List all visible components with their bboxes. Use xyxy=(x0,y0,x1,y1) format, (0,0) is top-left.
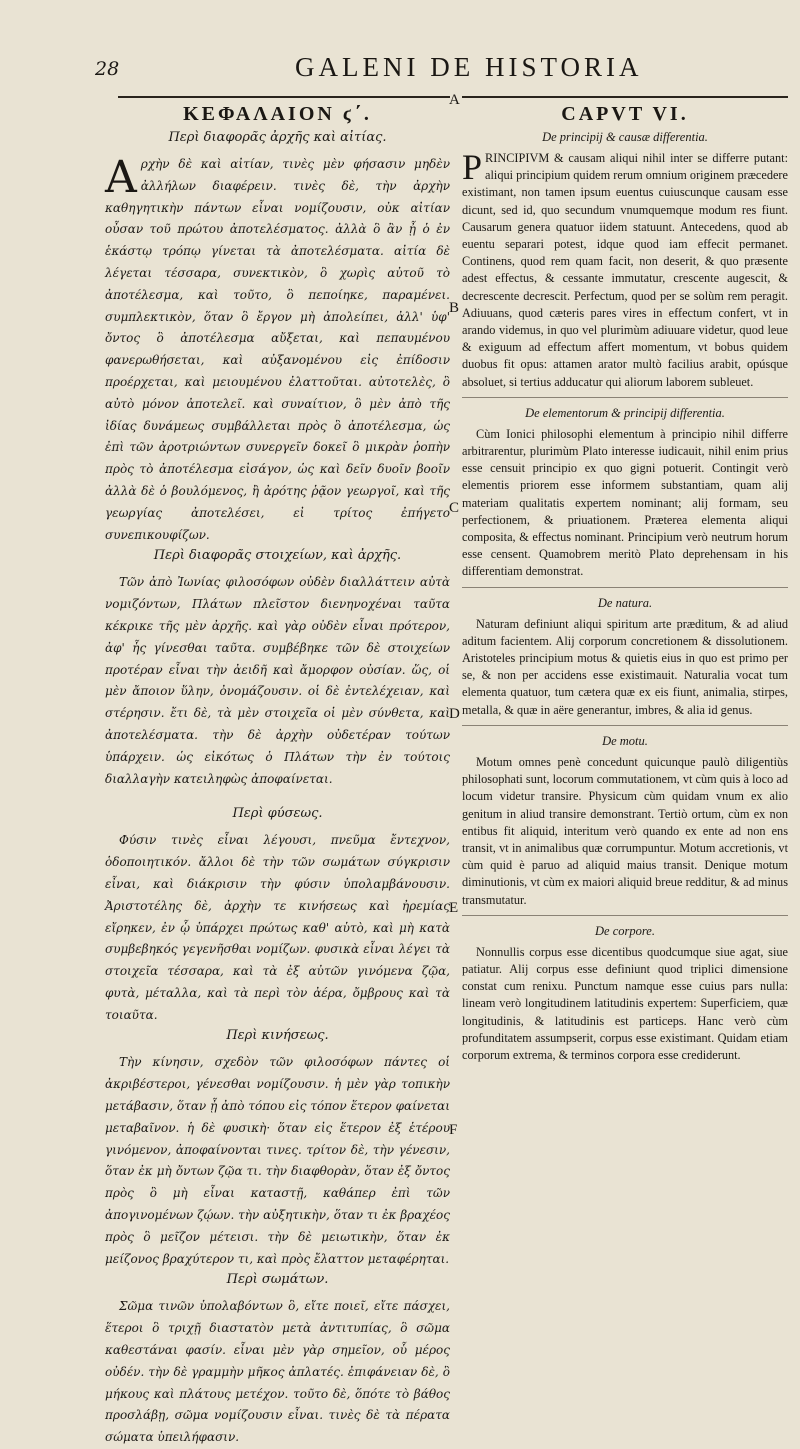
greek-paragraph-1 xyxy=(105,154,450,546)
greek-section-4-title: Περὶ κινήσεως. xyxy=(226,1028,329,1044)
latin-paragraph-1 xyxy=(462,147,788,391)
latin-separator-3 xyxy=(462,725,788,726)
latin-section-5-title: De corpore. xyxy=(595,923,655,938)
margin-letter-f: F xyxy=(449,1122,458,1138)
margin-letter-a: A xyxy=(449,92,460,108)
latin-subtitle: De principij & causæ differentia. xyxy=(542,130,708,144)
latin-section-4-text: Motum omnes penè concedunt quicunque paulò diligentiùs philosophati sunt, locorum commutationem, vt cùm quis à loco ad locum videtur transire. Physicum cùm quidam vnum ex alio genitum in aliud transire demonstrant. Tertiò ortum, cùm ex non entibus fit aliquid, interitum verò quando ex ente ad non ens transit, vt in animalibus quæ corrumpuntur. Motum accretionis, vt cùm quid è paruo ad aliquid maius transit. Denique motum diminutionis, vt cùm ex maiori aliquid breue redditur, & ad minus transmutatur. xyxy=(462,754,788,907)
latin-section-2-title: De elementorum & principij differentia. xyxy=(525,405,725,420)
greek-section-2-title: Περὶ διαφορᾶς στοιχείων, καὶ ἀρχῆς. xyxy=(153,548,402,564)
latin-section-2-text: Cùm Ionici philosophi elementum à principio nihil differre arbitrarentur, plurimùm Plato interesse iudicauit, nihil enim prius esse censuit principio ex quo gigni potuerit. Contingit verò elementis priorem esse informem substantiam, quam alij materiam qualitatis expertem nominant; alij formam, seu perfectionem, & priuationem. Præterea elementa aliqui composita, & effectus nominant. Principium verò neutrum horum esse censent. Quamobrem meritò Plato deprehensam in his differentiam demonstrat. xyxy=(462,426,788,579)
latin-section-3-title: De natura. xyxy=(597,595,653,610)
greek-section-3-title: Περὶ φύσεως. xyxy=(232,806,323,822)
margin-letter-d: D xyxy=(449,706,460,722)
latin-drop-cap: P xyxy=(462,147,483,187)
latin-paragraph-1-text: RINCIPIVM & causam aliqui nihil inter se differre putant: aliqui principium quidem rerum omnium originem præcedere existimant, non tamen ipsum euentus cuiuscunque causam esse dicunt, sed id, quo secundum vnumquemque modum res fiunt. Causarum genera quatuor iidem statuunt. Antecedens, quod ab euentu separari potest, idque quod iam effecit permanet. Continens, quod rem quam facit, non deserit, & quo præsente adest effectus, & cessante immutatur, crescente augescit, & decrescente decrescit. Perfectum, quod per se solùm rem peragit. Adiuuans, quod cæteris pares vires in effectum confert, vt in arando videmus, in quo vel plurimùm adiuuare videtur, quod leue & exiguum ad effectum affert momentum, vt bobus quidem duobus fit opus: attamen arator multò facilius arabit, opúsque absoluet, si tertius adducatur qui aliorum laborem subleuet. xyxy=(462,151,788,389)
margin-letter-e: E xyxy=(449,900,459,916)
latin-section-3-text: Naturam definiunt aliqui spiritum arte præditum, & ad aliud aditum facientem. Alij corporum concretionem & dissolutionem. Aristoteles principium motus & quietis eius in quo est primo per se, & non per accidens esse existimauit. Naturalia vocat tum elementa quatuor, tum cætera quæ ex eis fiunt, animalia, stirpes, metalla, & quæ in aëre generantur, imbres, & alia id genus. xyxy=(462,616,788,717)
header-rule-right xyxy=(462,96,788,98)
greek-section-5-title: Περὶ σωμάτων. xyxy=(226,1272,329,1288)
page-number: 28 xyxy=(95,58,120,80)
greek-section-5-text: Σῶμα τινῶν ὑπολαβόντων ὃ, εἴτε ποιεῖ, εἴτε πάσχει, ἕτεροι ὃ τριχῇ διαστατὸν μετὰ ἀντιτυπίας, ὃ σῶμα καθεστάναι φασίν. εἶναι μὲν γὰρ σημεῖον, οὗ μέρος οὐδέν. τὴν δὲ γραμμὴν μῆκος ἀπλατές. ἐπιφάνειαν δὲ, ὃ μήκους καὶ πλάτους μετέχον. τοῦτο δὲ, ὅπότε τὸ βάθος προσλάβῃ, σῶμα νομίζουσιν εἶναι. τινὲς δὲ τὰ πέρατα σώματα ὑπειλήφασιν. xyxy=(105,1299,450,1445)
running-title: GALENI DE HISTORIA xyxy=(295,52,643,82)
latin-separator-4 xyxy=(462,915,788,916)
margin-letter-c: C xyxy=(449,500,460,516)
greek-subtitle: Περὶ διαφορᾶς ἀρχῆς καὶ αἰτίας. xyxy=(168,130,387,145)
header-rule-left xyxy=(118,96,450,98)
margin-letter-b: B xyxy=(449,300,460,316)
greek-chapter-heading: ΚΕΦΑΛΑΙΟΝ ϛ΄. xyxy=(183,103,372,125)
greek-section-4-text: Τὴν κίνησιν, σχεδὸν τῶν φιλοσόφων πάντες οἱ ἀκριβέστεροι, γένεσθαι νομίζουσιν. ἡ μὲν γὰρ τοπικὴν μετάβασιν, ὅταν ᾖ ἀπὸ τόπου εἰς τόπον ἕτερον φαίνεται μεταβαῖνον. ἡ δὲ φυσικὴ· ὅταν εἰς ἕτερον ἐξ ἑτέρου γινόμενον, ἀποφαίνονται τινες. τρίτον δὲ, τὴν γένεσιν, ὅταν ἐκ μὴ ὄντων ζῷα τι. τὴν διαφθορὰν, ὅταν ἐξ ὄντος πρὸς ὃ μὴ εἶναι καταστῇ, καθάπερ ἐπὶ τῶν ἀπογινομένων ζῴων. τὴν αὐξητικὴν, ὅταν τι ἐκ βραχέος πρὸς ὃ μεῖζον μέτεισι. τὴν δὲ μειωτικὴν, ὅταν ἐκ μείζονος βραχύτερον τι, καὶ πρὸς ἔλαττον μεταφέρηται. xyxy=(105,1055,450,1266)
page-header xyxy=(95,48,775,88)
latin-separator-1 xyxy=(462,397,788,398)
latin-chapter-heading: CAPVT VI. xyxy=(561,103,689,125)
greek-paragraph-1-text: ρχὴν δὲ καὶ αἰτίαν, τινὲς μὲν φήσασιν μηδὲν ἀλλήλων διαφέρειν. τινὲς δὲ, τὴν ἀρχὴν καθηγητικὴν πάντων εἶναι νομίζουσιν, οὐκ αἰτίαν οὖσαν τοῦ πρώτου ἀποτελέσματος. ἀλλὰ ὃ ἂν ᾖ ὁ ἐν ἑκάστῳ τρόπῳ γίνεται τὰ ἀποτελέσματα. αἰτία δὲ λέγεται τέσσαρα, συνεκτικὸν, ὃ χωρὶς αὐτοῦ τὸ ἀποτέλεσμα, καὶ τοῦτο, ὃ πεποίηκε, παραμένει. συμπλεκτικὸν, ὅταν ὃ ἔργον μὴ ἀπολείπει, ἀλλ' ὑφ' ὄντος ὃ ἀποτέλεσμα αὔξεται, καὶ πεπαυμένου φανερωθήσεται, καὶ αὐξανομένου εἰς ἐπίδοσιν προέρχεται, καὶ μειουμένου ἐλαττοῦται. αὐτοτελὲς, ὃ αὐτὸ μόνον ἀποτελεῖ. καὶ συναίτιον, ὃ μὲν ἀπὸ τῆς ἰδίας δυνάμεως συμβάλλεται πρὸς ὃ ἀποτέλεσμα, ὡς ἐπὶ τῶν ἀροτριώντων συνεργεῖν δοκεῖ ὃ μικρὰν ῥοπὴν πρὸς τὸ ἀποτέλεσμα εἰσάγον, ὡς καὶ δεῖν δυοῖν βοοῖν ἀλλὰ δὲ ὁ βουλόμενος, ἢ ἀρότης ῥᾷον γεωργοῖ, καὶ τῆς γεωργίας ἀποτελέσει, εἰ τρίτος ἐπήγετο συνεπικουφίζων. xyxy=(105,157,450,542)
greek-drop-cap: Α xyxy=(105,152,137,203)
latin-separator-2 xyxy=(462,587,788,588)
latin-column xyxy=(462,100,788,1064)
greek-section-2-text: Τῶν ἀπὸ Ἰωνίας φιλοσόφων οὐδὲν διαλλάττειν αὐτὰ νομιζόντων, Πλάτων πλεῖστον διενηνοχέναι ταῦτα κέκρικε τῆς μὲν ἀρχῆς. καὶ γὰρ οὐδὲν εἶναι πρότερον, ἀφ' ἧς γίνεσθαι ταῦτα. συμβέβηκε τῶν δὲ στοιχείων προτέραν εἶναι τὴν ἀειδῆ καὶ ἄμορφον οὐσίαν. ὥς, οἱ μὲν ἄποιον ὕλην, ὀνομάζουσιν. οἱ δὲ ἐντελέχειαν, καὶ στέρησιν. ἔτι δὲ, τὰ μὲν στοιχεῖα οἱ μὲν σύνθετα, καὶ ἀποτελέσματα. τὴν δὲ ἀρχὴν οὐδετέραν τούτων ὑπάρχειν. ὡς εἰκότως ὁ Πλάτων τὴν ἐν τούτοις διαλλαγὴν κατειληφὼς ἀποφαίνεται. xyxy=(105,575,450,786)
latin-section-5-text: Nonnullis corpus esse dicentibus quodcumque siue agat, siue patiatur. Alij corpus esse definiunt quod triplici dimensione constat cum renixu. Punctum namque esse cuius pars nulla: lineam verò longitudinem latitudinis expertem: Superficiem, quæ longitudinis, & latitudinis est particeps. Hanc verò cùm profunditatem assumpserit, corpus esse existimant. Quidam etiam corporum extrema, & terminos corpora esse crediderunt. xyxy=(462,944,788,1062)
greek-column xyxy=(105,100,450,1449)
latin-section-4-title: De motu. xyxy=(602,733,648,748)
greek-section-3-text: Φύσιν τινὲς εἶναι λέγουσι, πνεῦμα ἔντεχνον, ὁδοποιητικόν. ἄλλοι δὲ τὴν τῶν σωμάτων σύγκρισιν εἶναι, καὶ διάκρισιν τὴν φύσιν ὑπολαμβάνουσιν. Ἀριστοτέλης δὲ, ἀρχὴν τε κινήσεως καὶ ἠρεμίας εἴρηκεν, ἐν ᾧ ὑπάρχει πρώτως καθ' αὑτὸ, καὶ μὴ κατὰ συμβεβηκός γεγενῆσθαι νομίζων. φυσικὰ εἶναι λέγει τὰ στοιχεῖα τέσσαρα, καὶ τὰ ἐξ αὐτῶν γινόμενα ζῷα, φυτὰ, μέταλλα, καὶ τὰ περὶ τὸν ἀέρα, ὄμβρους καὶ τὰ τοιαῦτα. xyxy=(105,833,450,1022)
